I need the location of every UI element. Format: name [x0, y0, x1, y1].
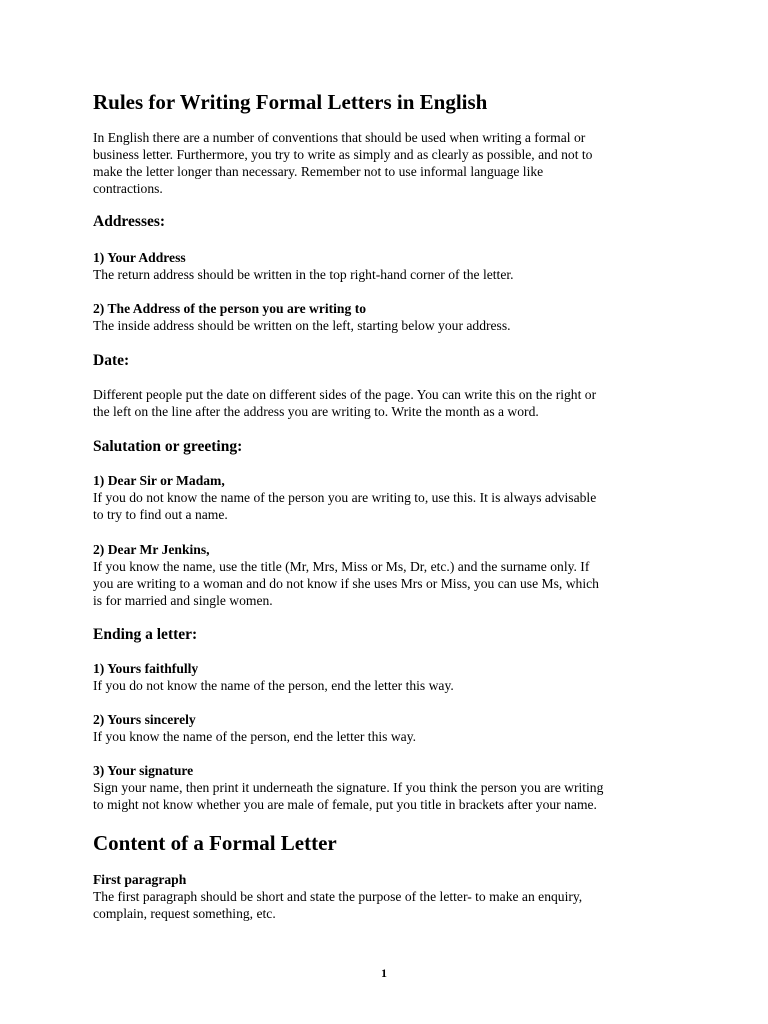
signature-section: [93, 762, 693, 813]
ending-heading: Ending a letter:: [93, 626, 198, 643]
your-address-section: [93, 249, 693, 283]
first-paragraph-title: First paragraph: [93, 872, 187, 887]
intro-line: make the letter longer than necessary. Remember not to use informal language like: [93, 164, 544, 179]
intro-line: business letter. Furthermore, you try to write as simply and as clearly as possible, and not to: [93, 147, 593, 162]
dear-mr-text: If you know the name, use the title (Mr, Mrs, Miss or Ms, Dr, etc.) and the surname only. If: [93, 559, 590, 574]
dear-mr-text: you are writing to a woman and do not know if she uses Mrs or Miss, you can use Ms, which: [93, 576, 599, 591]
yours-faithfully-section: [93, 660, 693, 694]
recipient-address-section: [93, 300, 693, 334]
first-paragraph-section: [93, 871, 693, 922]
dear-sir-section: [93, 472, 693, 523]
intro-paragraph: [93, 129, 693, 197]
yours-sincerely-text: If you know the name of the person, end the letter this way.: [93, 729, 417, 744]
salutation-heading: Salutation or greeting:: [93, 438, 243, 455]
dear-sir-text: to try to find out a name.: [93, 507, 228, 522]
dear-mr-section: [93, 541, 693, 609]
addresses-heading: Addresses:: [93, 213, 166, 230]
page-number: 1: [381, 966, 387, 980]
date-paragraph: [93, 386, 693, 420]
first-paragraph-text: The first paragraph should be short and state the purpose of the letter- to make an enquiry,: [93, 889, 583, 904]
dear-sir-title: 1) Dear Sir or Madam,: [93, 473, 225, 488]
signature-text: to might not know whether you are male of female, put you title in brackets after your name.: [93, 797, 597, 812]
yours-sincerely-title: 2) Yours sincerely: [93, 712, 196, 727]
date-line: Different people put the date on different sides of the page. You can write this on the right or: [93, 387, 597, 402]
dear-sir-text: If you do not know the name of the person you are writing to, use this. It is always advisable: [93, 490, 597, 505]
date-heading: Date:: [93, 352, 130, 369]
dear-mr-title: 2) Dear Mr Jenkins,: [93, 542, 210, 557]
signature-text: Sign your name, then print it underneath the signature. If you think the person you are writing: [93, 780, 604, 795]
yours-faithfully-title: 1) Yours faithfully: [93, 661, 199, 676]
first-paragraph-text: complain, request something, etc.: [93, 906, 276, 921]
recipient-address-title: 2) The Address of the person you are writing to: [93, 301, 367, 316]
your-address-text: The return address should be written in the top right-hand corner of the letter.: [93, 267, 514, 282]
content-heading: Content of a Formal Letter: [93, 831, 337, 855]
signature-title: 3) Your signature: [93, 763, 194, 778]
date-line: the left on the line after the address you are writing to. Write the month as a word.: [93, 404, 539, 419]
document-title: Rules for Writing Formal Letters in English: [93, 90, 488, 114]
intro-line: contractions.: [93, 181, 163, 196]
dear-mr-text: is for married and single women.: [93, 593, 273, 608]
recipient-address-text: The inside address should be written on the left, starting below your address.: [93, 318, 511, 333]
yours-faithfully-text: If you do not know the name of the person, end the letter this way.: [93, 678, 454, 693]
intro-line: In English there are a number of conventions that should be used when writing a formal or: [93, 130, 586, 145]
yours-sincerely-section: [93, 711, 693, 745]
your-address-title: 1) Your Address: [93, 250, 186, 265]
